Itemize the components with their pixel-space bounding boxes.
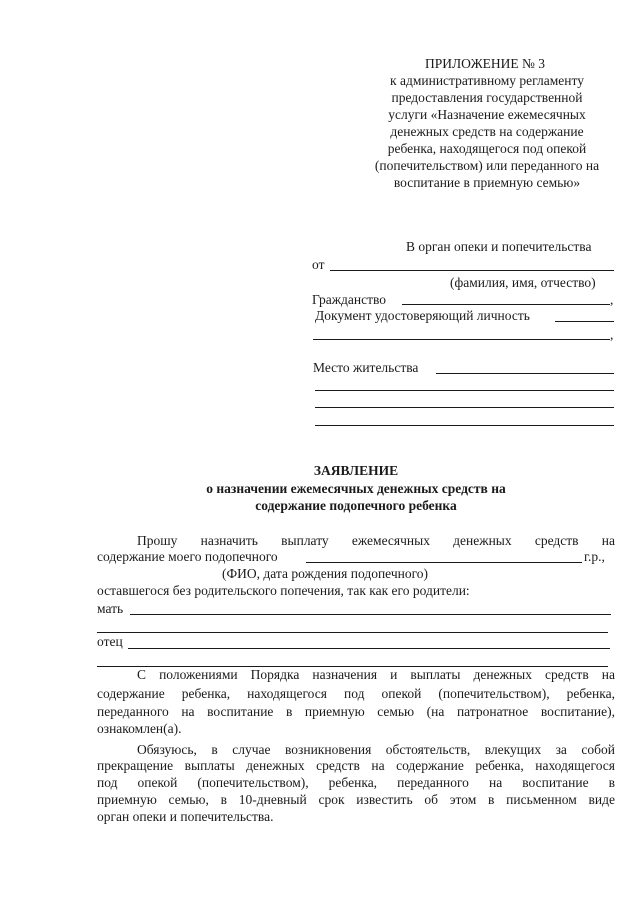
id-doc-field-2[interactable] xyxy=(313,339,610,340)
ward-label: содержание моего подопечного xyxy=(97,549,278,564)
ward-hint: (ФИО, дата рождения подопечного) xyxy=(222,566,429,581)
paragraph-line: прекращение выплаты денежных средств на содержание ребенка, находящегося xyxy=(97,758,615,773)
father-field[interactable] xyxy=(128,648,610,649)
paragraph-line: орган опеки и попечительства. xyxy=(97,809,274,824)
citizenship-field[interactable] xyxy=(402,304,610,305)
paragraph-line: Обязуюсь, в случае возникновения обстоятельств, влекущих за собой xyxy=(137,742,615,757)
appendix-line: к административному регламенту xyxy=(390,73,584,88)
appendix-line: воспитание в приемную семью» xyxy=(393,175,581,190)
residence-label: Место жительства xyxy=(313,360,419,375)
paragraph-line: приемную семью, в 10-дневный срок известить об этом в письменном виде xyxy=(97,792,615,807)
paragraph-line: С положениями Порядка назначения и выплаты денежных средств на xyxy=(137,667,615,682)
mother-label: мать xyxy=(97,601,124,616)
residence-field-4[interactable] xyxy=(315,425,614,426)
mother-field-2[interactable] xyxy=(97,632,608,633)
id-doc-comma: , xyxy=(610,327,614,342)
from-hint: (фамилия, имя, отчество) xyxy=(450,275,596,290)
residence-field-3[interactable] xyxy=(315,407,614,408)
paragraph-line: переданного на воспитание в приемную семью (на патронатное воспитание), xyxy=(97,704,615,719)
mother-field[interactable] xyxy=(130,614,611,615)
appendix-title: ПРИЛОЖЕНИЕ № 3 xyxy=(425,56,546,71)
appendix-line: денежных средств на содержание xyxy=(390,124,584,139)
appendix-line: (попечительством) или переданного на xyxy=(374,158,600,173)
appendix-line: услуги «Назначение ежемесячных xyxy=(388,107,586,122)
request-line: Прошу назначить выплату ежемесячных денежных средств на xyxy=(137,533,615,548)
appendix-line: предоставления государственной xyxy=(391,90,583,105)
citizenship-label: Гражданство xyxy=(312,292,387,307)
paragraph-line: содержание ребенка, находящегося под опекой (попечительством), ребенка, xyxy=(97,686,615,701)
paragraph-line: под опекой (попечительством), ребенка, переданного на воспитание в xyxy=(97,775,615,790)
appendix-line: ребенка, находящегося под опекой xyxy=(387,141,587,156)
ward-field[interactable] xyxy=(306,562,582,563)
document-subtitle: о назначении ежемесячных денежных средств на xyxy=(206,481,506,496)
document-title: ЗАЯВЛЕНИЕ xyxy=(313,463,399,478)
paragraph-line: ознакомлен(а). xyxy=(97,721,182,736)
addressee-to: В орган опеки и попечительства xyxy=(406,239,592,254)
id-doc-label: Документ удостоверяющий личность xyxy=(315,308,530,323)
residence-field[interactable] xyxy=(436,373,614,374)
from-field[interactable] xyxy=(330,270,614,271)
id-doc-field[interactable] xyxy=(555,321,614,322)
request-line: оставшегося без родительского попечения, так как его родители: xyxy=(97,583,470,598)
father-label: отец xyxy=(97,634,123,649)
citizenship-comma: , xyxy=(610,292,614,307)
birth-year-suffix: г.р., xyxy=(584,549,605,564)
residence-field-2[interactable] xyxy=(315,390,614,391)
from-label: от xyxy=(312,257,325,272)
document-subtitle: содержание подопечного ребенка xyxy=(255,498,457,513)
